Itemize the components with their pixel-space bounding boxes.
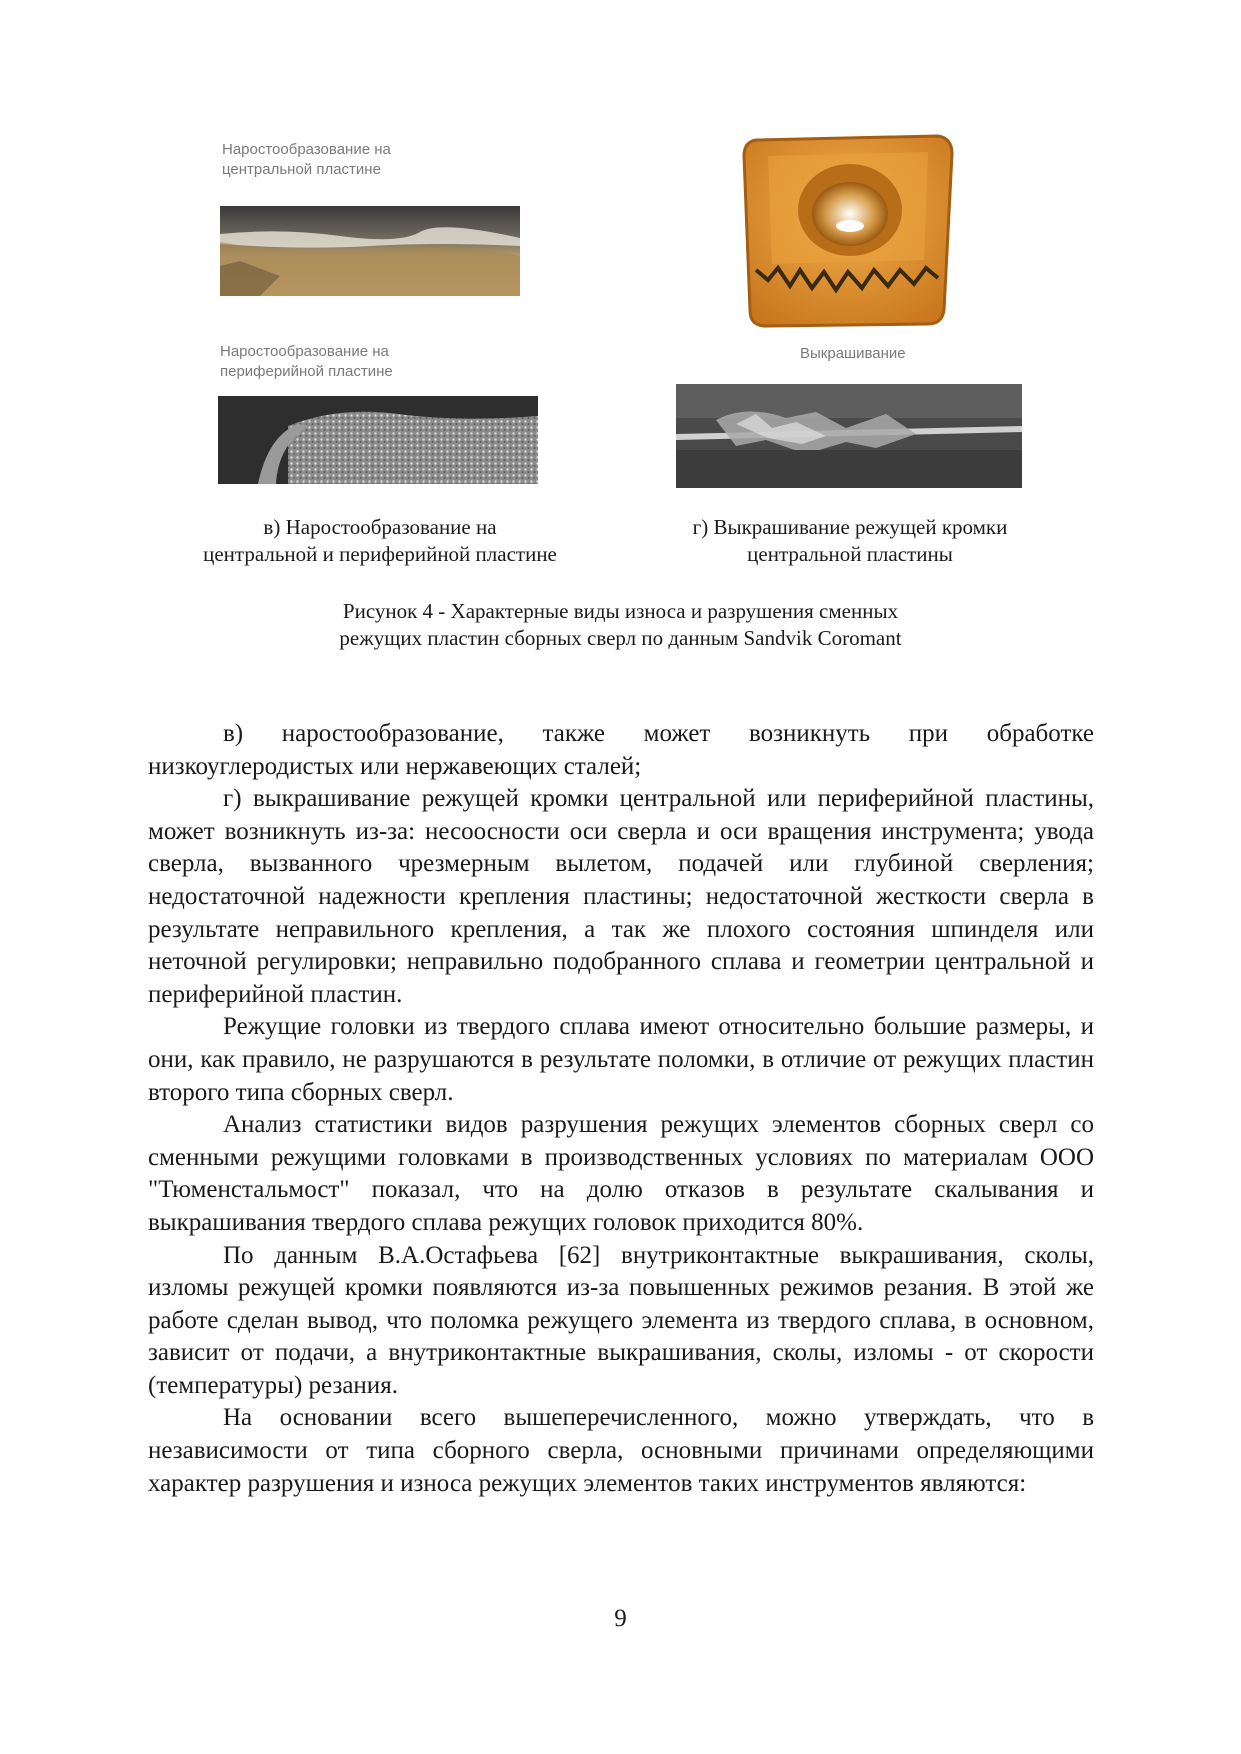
paragraph: в) наростообразование, также может возникнуть при обработке низкоуглеродистых или нержавеющих сталей; — [148, 720, 1094, 780]
figure-caption: Рисунок 4 - Характерные виды износа и разрушения сменных режущих пластин сборных сверл по данным Sandvik Coromant — [339, 599, 902, 650]
photo-label-chipping: Выкрашивание — [800, 345, 906, 362]
paragraph: Режущие головки из твердого сплава имеют относительно большие размеры, и они, как правило, не разрушаются в результате поломки, в отличие от режущих пластин второго типа сборных сверл. — [148, 1013, 1094, 1106]
caption-panel-v: в) Наростообразование на центральной и периферийной пластине — [203, 515, 557, 566]
photo-label-peripheral: Наростообразование на периферийной пластине — [220, 343, 393, 380]
page-number: 9 — [614, 1605, 627, 1632]
photo-label-central-top: Наростообразование на центральной пластине — [222, 141, 391, 178]
paragraph: На основании всего вышеперечисленного, можно утверждать, что в независимости от типа сборного сверла, основными причинами определяющими характер разрушения и износа режущих элементов таких инструментов являются: — [148, 1404, 1094, 1497]
photo-edge-chipping — [676, 384, 1022, 488]
paragraph: Анализ статистики видов разрушения режущих элементов сборных сверл со сменными режущими головками в производственных условиях по материалам ООО "Тюменстальмост" показал, что на долю отказов в результате скалывания и выкрашивания твердого сплава режущих головок приходится 80%. — [148, 1111, 1094, 1236]
paragraph: По данным В.А.Остафьева [62] внутриконтактные выкрашивания, сколы, изломы режущей кромки появляются из-за повышенных режимов резания. В этой же работе сделан вывод, что поломка режущего элемента из твердого сплава, в основном, зависит от подачи, а внутриконтактные выкрашивания, сколы, изломы - от скорости (температуры) резания. — [148, 1241, 1094, 1399]
photo-built-up-edge-central — [220, 206, 520, 296]
photo-indexable-insert — [738, 130, 958, 330]
paragraph: г) выкрашивание режущей кромки центральной или периферийной пластины, может возникнуть из-за: несоосности оси сверла и оси вращения инструмента; увода сверла, вызванного чрезмерным вылетом, подачей или глубиной сверления; недостаточной надежности крепления пластины; недостаточной жесткости сверла в результате неправильного крепления, а так же плохого состояния шпинделя или неточной регулировки; неправильно подобранного сплава и геометрии центральной и периферийной пластин. — [148, 785, 1094, 1008]
body-text — [148, 718, 1094, 1500]
photo-built-up-edge-peripheral — [218, 396, 538, 484]
caption-panel-g: г) Выкрашивание режущей кромки центральной пластины — [692, 515, 1008, 566]
